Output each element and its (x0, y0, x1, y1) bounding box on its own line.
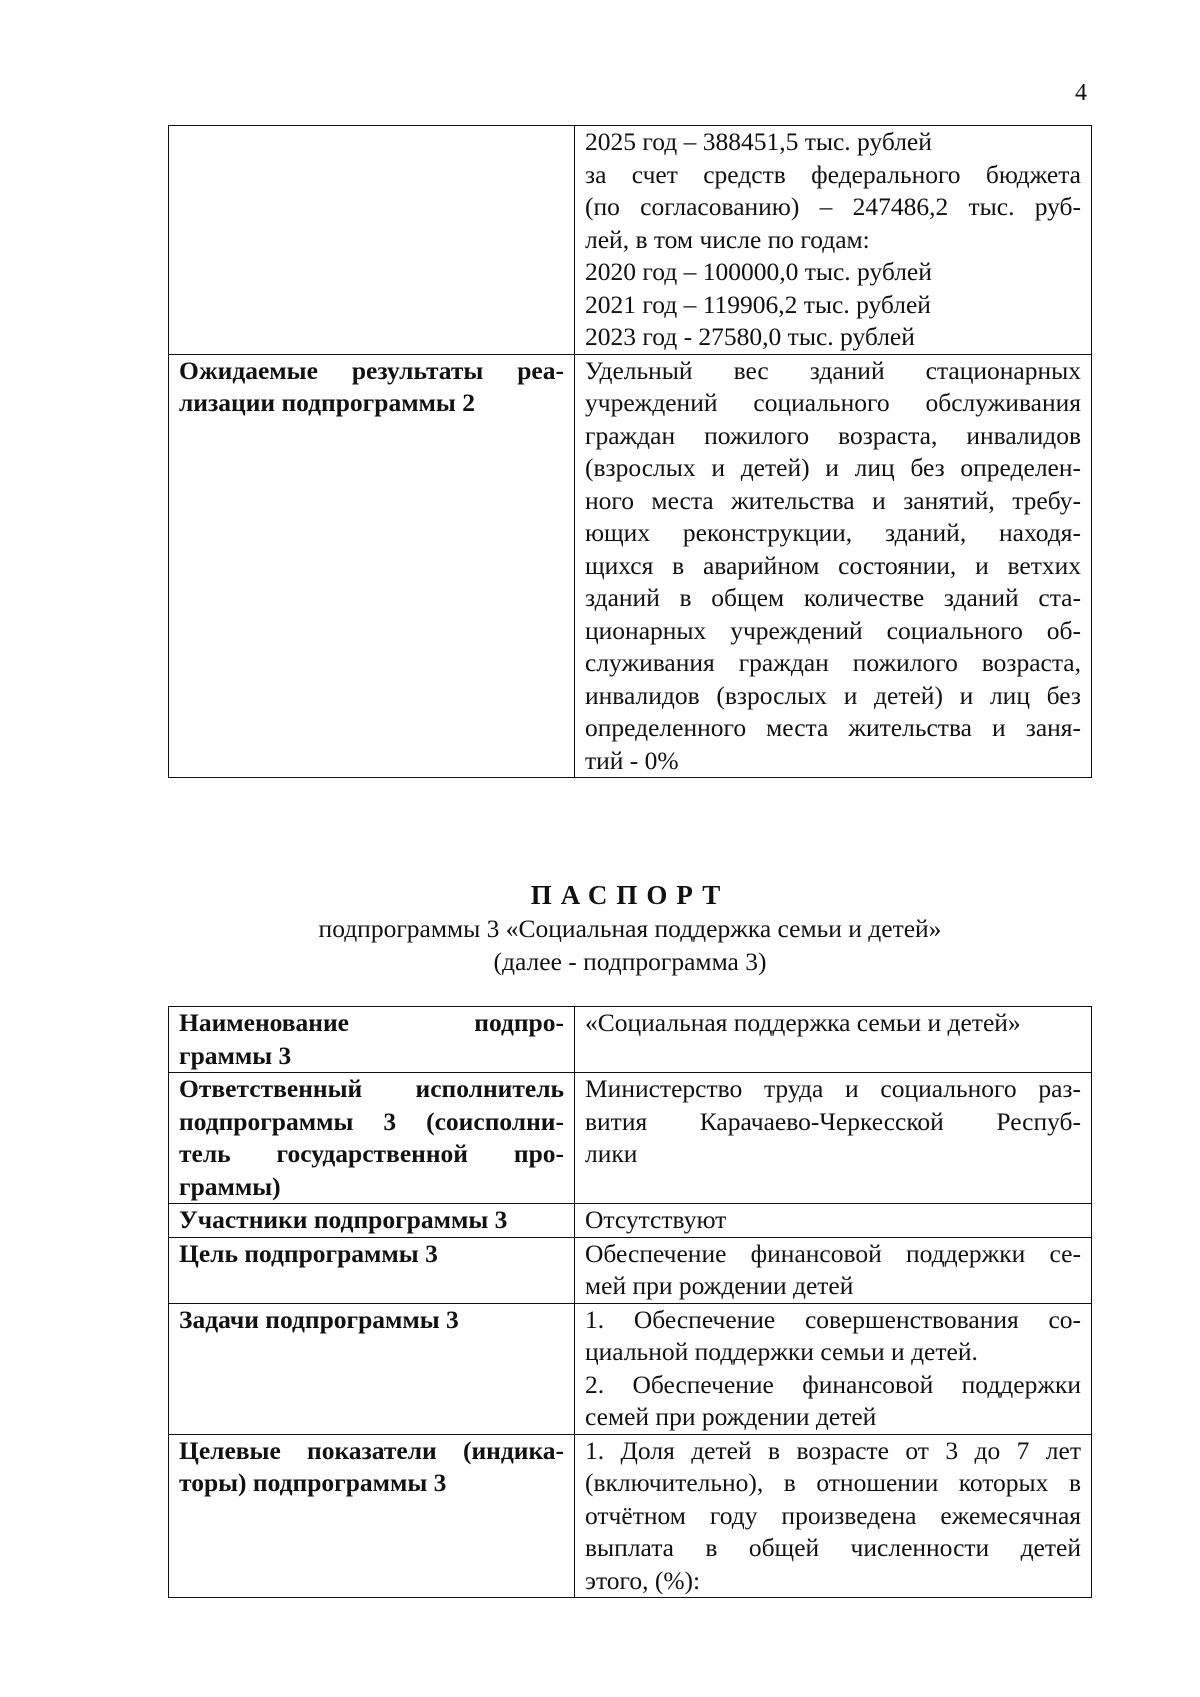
table-row (169, 126, 1092, 355)
text-line: торы) подпрограммы 3 (179, 1468, 447, 1497)
text-line: Задачи подпрограммы 3 (179, 1304, 459, 1334)
text-line: семей при рождении детей (585, 1402, 877, 1431)
row-label-goal (169, 1237, 575, 1303)
row-label-tasks (169, 1303, 575, 1434)
text-line: граждан пожилого возраста, инвалидов (585, 420, 1081, 450)
table-row (169, 1204, 1092, 1238)
text-line: ционарных учреждений социального об- (585, 615, 1081, 645)
passport-subtitle-note: (далее - подпрограмма 3) (493, 947, 767, 976)
text-line: Наименование подпро- (179, 1008, 564, 1037)
row-value-tasks (575, 1303, 1092, 1434)
text-line: инвалидов (взрослых и детей) и лиц без (585, 680, 1081, 710)
table-row (169, 1237, 1092, 1303)
text-line: Обеспечение финансовой поддержки се- (585, 1238, 1081, 1268)
row-value-executor (575, 1073, 1092, 1204)
expected-results-label (169, 354, 575, 778)
text-line: Участники подпрограммы 3 (179, 1205, 508, 1234)
row-value-goal (575, 1237, 1092, 1303)
row-label-indicators (169, 1434, 575, 1598)
text-line: этого, (%): (585, 1565, 701, 1595)
expected-results-value (575, 354, 1092, 778)
text-line: 2020 год – 100000,0 тыс. рублей (585, 257, 932, 286)
text-line: мей при рождении детей (585, 1271, 854, 1300)
row-value-indicators (575, 1434, 1092, 1598)
text-line: лей, в том числе по годам: (585, 224, 870, 254)
text-line: Цель подпрограммы 3 (179, 1238, 438, 1268)
subprogram-passport-table (168, 1006, 1092, 1598)
text-line: лики (585, 1139, 638, 1168)
text-line: Ответственный исполнитель (179, 1074, 564, 1103)
text-line: ющих реконструкции, зданий, находя- (585, 518, 1081, 547)
text-line: вития Карачаево-Черкесской Респуб- (585, 1106, 1081, 1136)
table-row (169, 1303, 1092, 1434)
text-line: ного места жительства и занятий, требу- (585, 485, 1081, 515)
passport-subtitle: подпрограммы 3 «Социальная поддержка семьи и детей» (318, 914, 942, 943)
row-label-name (169, 1007, 575, 1073)
text-line: 2023 год - 27580,0 тыс. рублей (585, 322, 915, 351)
text-line: граммы) (179, 1171, 281, 1201)
text-line: 1. Обеспечение совершенствования со- (585, 1304, 1081, 1334)
row-value-name (575, 1007, 1092, 1073)
table-cell-empty (169, 126, 575, 355)
text-line: 1. Доля детей в возрасте от 3 до 7 лет (585, 1435, 1081, 1465)
text-line: 2025 год – 388451,5 тыс. рублей (585, 127, 932, 156)
text-line: учреждений социального обслуживания (585, 388, 1081, 417)
text-line: 2. Обеспечение финансовой поддержки (585, 1369, 1081, 1399)
text-line: (по согласованию) – 247486,2 тыс. руб- (585, 192, 1081, 221)
text-line: тий - 0% (585, 745, 679, 775)
text-line: подпрограммы 3 (соисполни- (179, 1106, 564, 1136)
table-row (169, 1073, 1092, 1204)
row-label-participants (169, 1204, 575, 1238)
table-row (169, 354, 1092, 778)
text-line: отчётном году произведена ежемесячная (585, 1500, 1081, 1530)
text-line: Отсутствуют (585, 1205, 727, 1234)
text-line: за счет средств федерального бюджета (585, 159, 1081, 189)
text-line: лизации подпрограммы 2 (179, 388, 475, 417)
text-line: Целевые показатели (индика- (179, 1435, 564, 1465)
text-line: щихся в аварийном состоянии, и ветхих (585, 550, 1081, 580)
text-line: (взрослых и детей) и лиц без определен- (585, 453, 1081, 482)
text-line: выплата в общей численности детей (585, 1533, 1081, 1562)
financing-cell (575, 126, 1092, 355)
row-value-participants (575, 1204, 1092, 1238)
text-line: Удельный вес зданий стационарных (585, 355, 1081, 385)
row-label-executor (169, 1073, 575, 1204)
text-line: «Социальная поддержка семьи и детей» (585, 1008, 1021, 1037)
text-line: Министерство труда и социального раз- (585, 1074, 1081, 1103)
text-line: (включительно), в отношении которых в (585, 1468, 1081, 1497)
text-line: служивания граждан пожилого возраста, (585, 648, 1081, 677)
text-line: 2021 год – 119906,2 тыс. рублей (585, 289, 931, 319)
table-row (169, 1434, 1092, 1598)
text-line: тель государственной про- (179, 1139, 564, 1168)
text-line: граммы 3 (179, 1040, 292, 1070)
text-line: зданий в общем количестве зданий ста- (585, 583, 1081, 612)
table-row (169, 1007, 1092, 1073)
text-line: Ожидаемые результаты реа- (179, 355, 564, 385)
text-line: циальной поддержки семьи и детей. (585, 1337, 978, 1366)
passport-title: ПАСПОРТ (530, 880, 730, 910)
budget-results-table (168, 125, 1092, 778)
text-line: определенного места жительства и заня- (585, 713, 1081, 742)
page-number: 4 (1075, 80, 1087, 106)
